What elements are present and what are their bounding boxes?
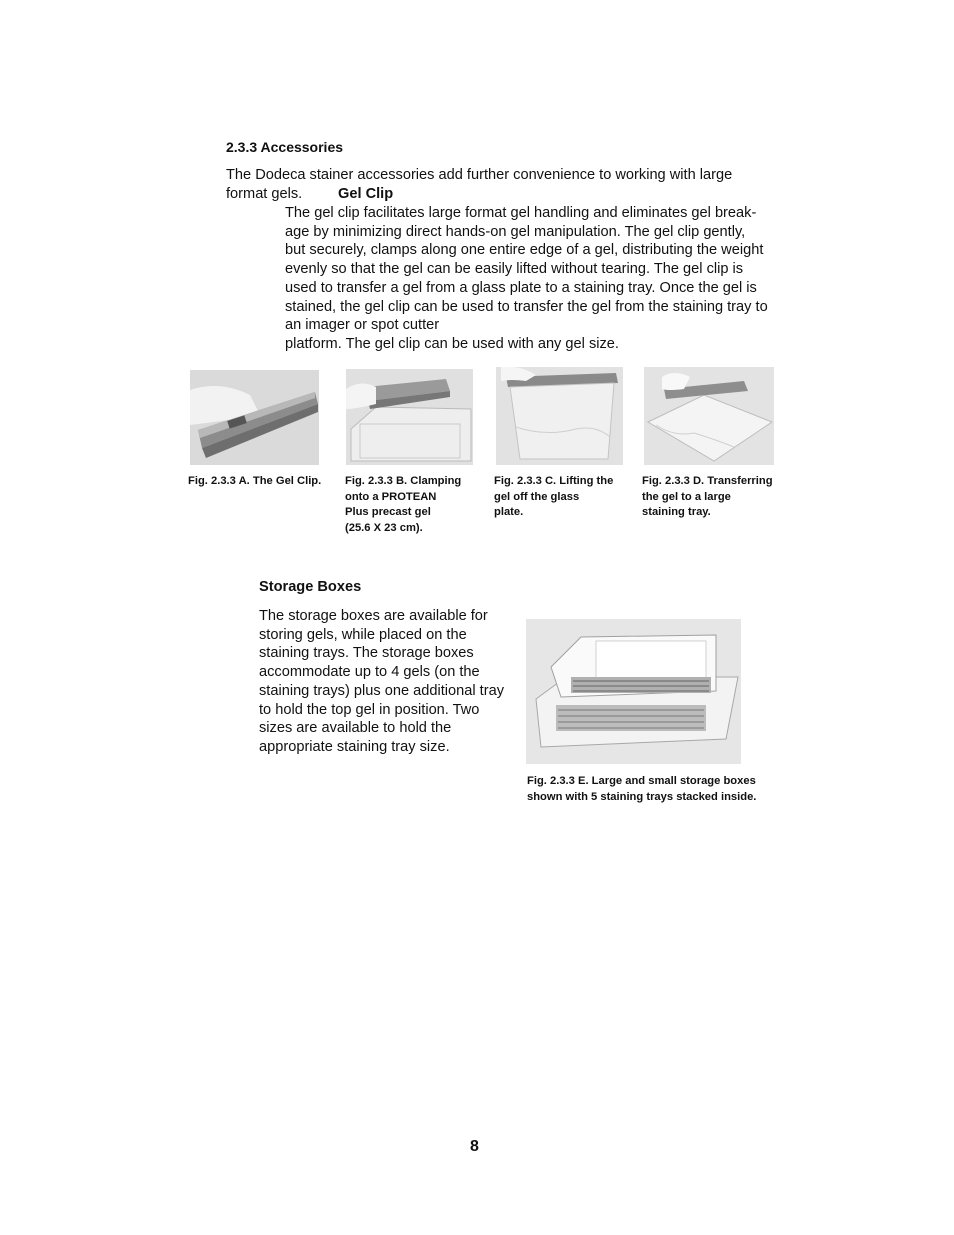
caption-line: Fig. 2.3.3 A. The Gel Clip. — [188, 475, 322, 487]
figure-caption-b — [345, 474, 461, 536]
intro-line-2: format gels. — [226, 186, 303, 202]
caption-line: shown with 5 staining trays stacked inside. — [527, 790, 757, 803]
transferring-photo — [644, 367, 774, 465]
gel-clip-photo — [190, 370, 319, 465]
caption-line: Plus precast gel — [345, 506, 431, 518]
storage-boxes-heading: Storage Boxes — [259, 579, 362, 595]
text-line: staining trays) plus one additional tray — [259, 682, 504, 699]
caption-line: Fig. 2.3.3 C. Lifting the — [494, 475, 614, 487]
intro-line-1: The Dodeca stainer accessories add further convenience to working with large — [226, 167, 733, 183]
text-line: evenly so that the gel can be easily lifted without tearing. The gel clip is — [285, 261, 744, 278]
text-line: The gel clip facilitates large format gel handling and eliminates gel break- — [285, 205, 757, 221]
caption-line: Fig. 2.3.3 D. Transferring — [642, 475, 773, 487]
section-heading: 2.3.3 Accessories — [226, 139, 344, 155]
storage-paragraph — [259, 607, 519, 757]
caption-line: the gel to a large — [642, 490, 731, 503]
caption-line: Fig. 2.3.3 E. Large and small storage boxes — [527, 775, 756, 787]
text-line: an imager or spot cutter — [285, 317, 440, 334]
page-number: 8 — [470, 1138, 479, 1155]
text-line: staining trays. The storage boxes — [259, 645, 474, 662]
storage-boxes-photo — [526, 619, 741, 764]
caption-line: staining tray. — [642, 506, 711, 518]
figure-caption-e — [527, 774, 756, 805]
gel-clip-paragraph — [285, 204, 785, 354]
text-line: but securely, clamps along one entire edge of a gel, distributing the weight — [285, 242, 764, 259]
clamping-photo — [346, 369, 473, 465]
gel-clip-heading: Gel Clip — [338, 186, 394, 202]
caption-line: onto a PROTEAN — [345, 490, 437, 503]
caption-line: Fig. 2.3.3 B. Clamping — [345, 475, 462, 487]
figure-caption-a — [188, 474, 321, 490]
text-line: accommodate up to 4 gels (on the — [259, 664, 480, 681]
text-line: stained, the gel clip can be used to transfer the gel from the staining tray to — [285, 298, 768, 315]
caption-line: gel off the glass — [494, 490, 580, 503]
figure-caption-d — [642, 474, 773, 521]
caption-line: plate. — [494, 506, 524, 518]
text-line: age by minimizing direct hands-on gel manipulation. The gel clip gently, — [285, 223, 746, 240]
text-line: sizes are available to hold the — [259, 720, 452, 737]
figure-caption-c — [494, 474, 613, 521]
text-line: to hold the top gel in position. Two — [259, 701, 480, 718]
text-line: platform. The gel clip can be used with any gel size. — [285, 335, 619, 352]
caption-line: (25.6 X 23 cm). — [345, 521, 423, 534]
text-line: storing gels, while placed on the — [259, 626, 467, 643]
lifting-photo — [496, 367, 623, 465]
text-line: The storage boxes are available for — [259, 608, 488, 624]
text-line: appropriate staining tray size. — [259, 738, 450, 755]
text-line: used to transfer a gel from a glass plate to a staining tray. Once the gel is — [285, 279, 757, 296]
